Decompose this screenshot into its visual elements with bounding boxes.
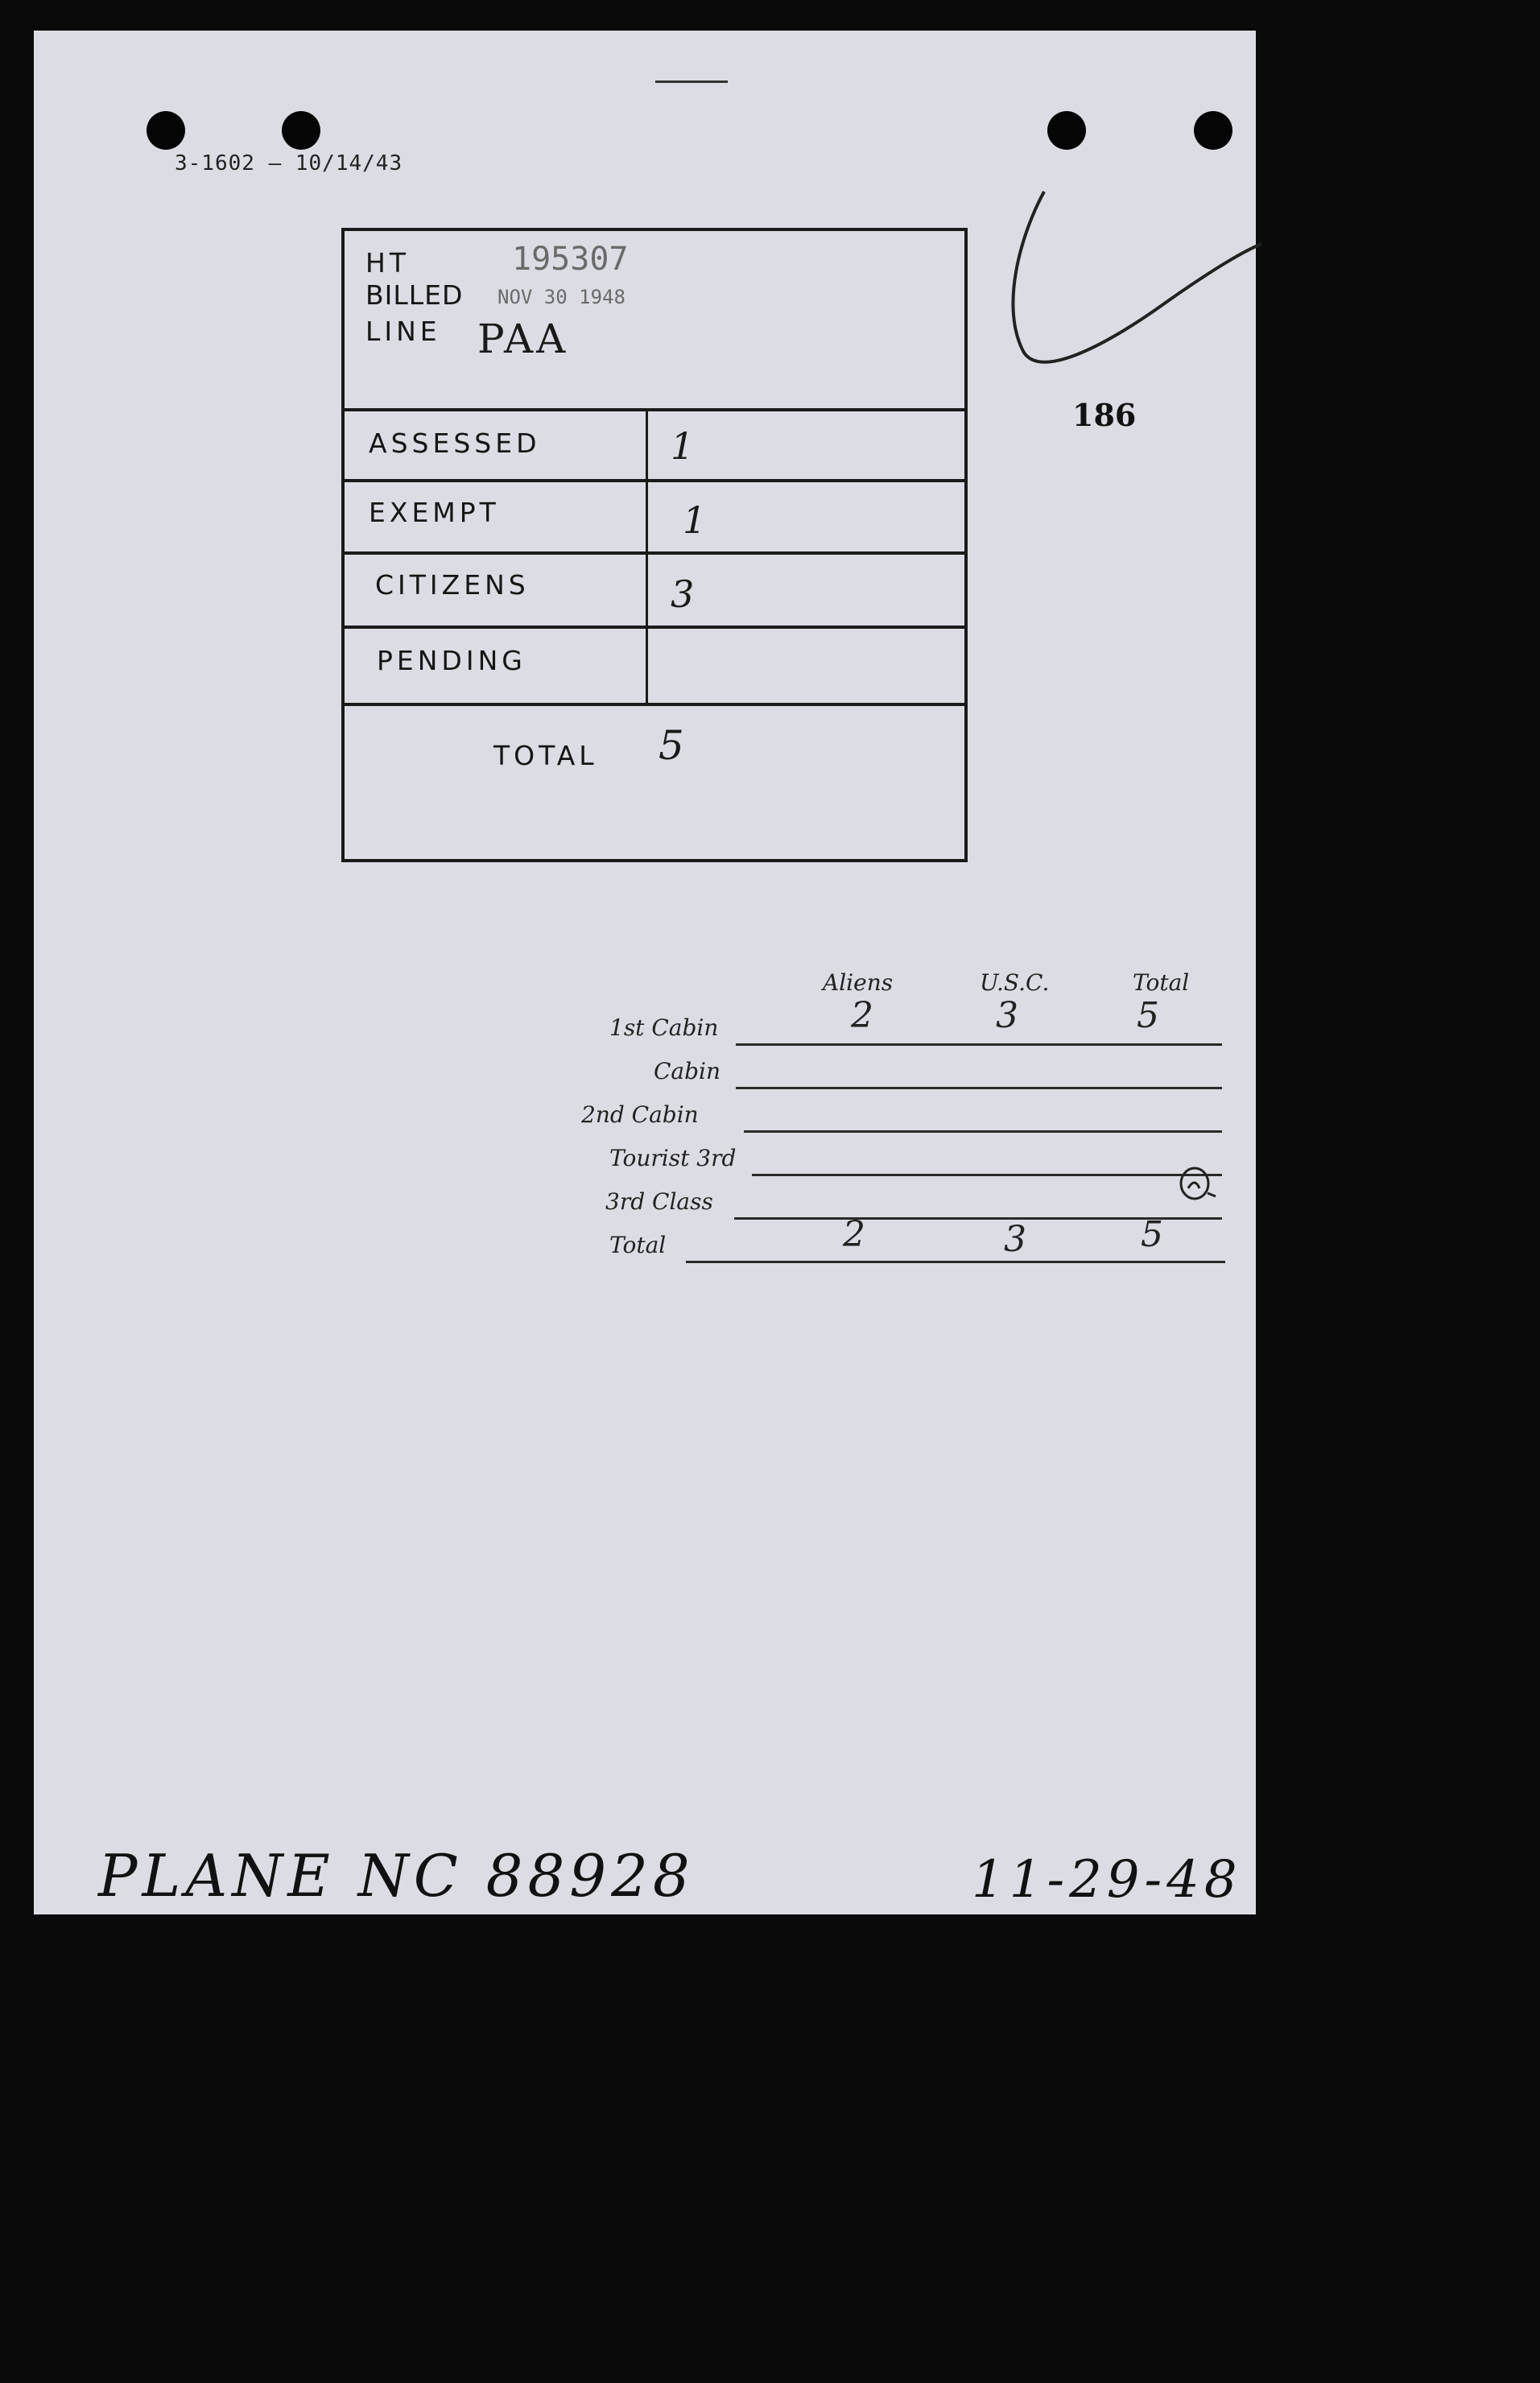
ledger-value: 3 xyxy=(1004,1219,1026,1260)
ht-label: HT xyxy=(365,247,410,279)
check-mark-icon xyxy=(976,188,1265,405)
count-value: 1 xyxy=(683,498,707,542)
top-mark xyxy=(655,81,728,83)
count-row xyxy=(345,555,964,629)
ledger-value: 5 xyxy=(1141,1214,1163,1255)
ledger-row-label: 1st Cabin xyxy=(609,1014,719,1041)
page-number: 186 xyxy=(1072,397,1137,433)
ledger-line xyxy=(744,1130,1222,1133)
column-divider xyxy=(646,408,648,706)
ledger-row-label: 3rd Class xyxy=(605,1188,713,1215)
billed-date: NOV 30 1948 xyxy=(498,286,625,308)
footer-date: 11-29-48 xyxy=(972,1850,1242,1910)
punch-hole xyxy=(1047,111,1086,150)
count-label: ASSESSED xyxy=(369,427,541,459)
ledger-row-label: Total xyxy=(609,1232,667,1258)
line-value: PAA xyxy=(477,316,569,362)
form-code: 3-1602 — 10/14/43 xyxy=(175,151,403,176)
count-row xyxy=(345,629,964,706)
ledger-line xyxy=(686,1261,1225,1263)
count-label: PENDING xyxy=(377,645,526,676)
ledger-row-label: 2nd Cabin xyxy=(581,1101,699,1128)
ledger-value: 2 xyxy=(843,1214,865,1255)
stamp-box xyxy=(341,228,968,862)
total-value: 5 xyxy=(659,722,684,769)
ledger-header: Aliens xyxy=(823,969,894,996)
document-page xyxy=(34,31,1256,1914)
circled-mark-icon xyxy=(1177,1164,1217,1206)
footer-plane-number: PLANE NC 88928 xyxy=(98,1842,695,1910)
ledger-row-label: Cabin xyxy=(654,1058,721,1084)
ledger-header: Total xyxy=(1133,969,1190,996)
ledger-line xyxy=(736,1043,1222,1046)
punch-hole xyxy=(147,111,185,150)
ledger-value: 2 xyxy=(851,995,873,1036)
punch-hole xyxy=(1194,111,1232,150)
line-label: LINE xyxy=(365,316,441,347)
ledger-row-label: Tourist 3rd xyxy=(609,1145,737,1171)
punch-hole xyxy=(282,111,320,150)
count-label: EXEMPT xyxy=(369,497,500,528)
ledger-line xyxy=(752,1174,1222,1176)
ledger-value: 3 xyxy=(996,995,1018,1036)
billed-number: 195307 xyxy=(512,241,629,278)
stamp-header xyxy=(345,231,964,411)
total-label: TOTAL xyxy=(493,740,598,771)
count-value: 1 xyxy=(671,424,695,468)
ledger-line xyxy=(736,1087,1222,1089)
count-label: CITIZENS xyxy=(375,569,530,601)
count-row xyxy=(345,482,964,555)
ledger-value: 5 xyxy=(1137,995,1159,1036)
count-row xyxy=(345,408,964,482)
count-value: 3 xyxy=(671,572,695,616)
ledger-header: U.S.C. xyxy=(980,969,1050,996)
billed-label: BILLED xyxy=(365,279,464,311)
